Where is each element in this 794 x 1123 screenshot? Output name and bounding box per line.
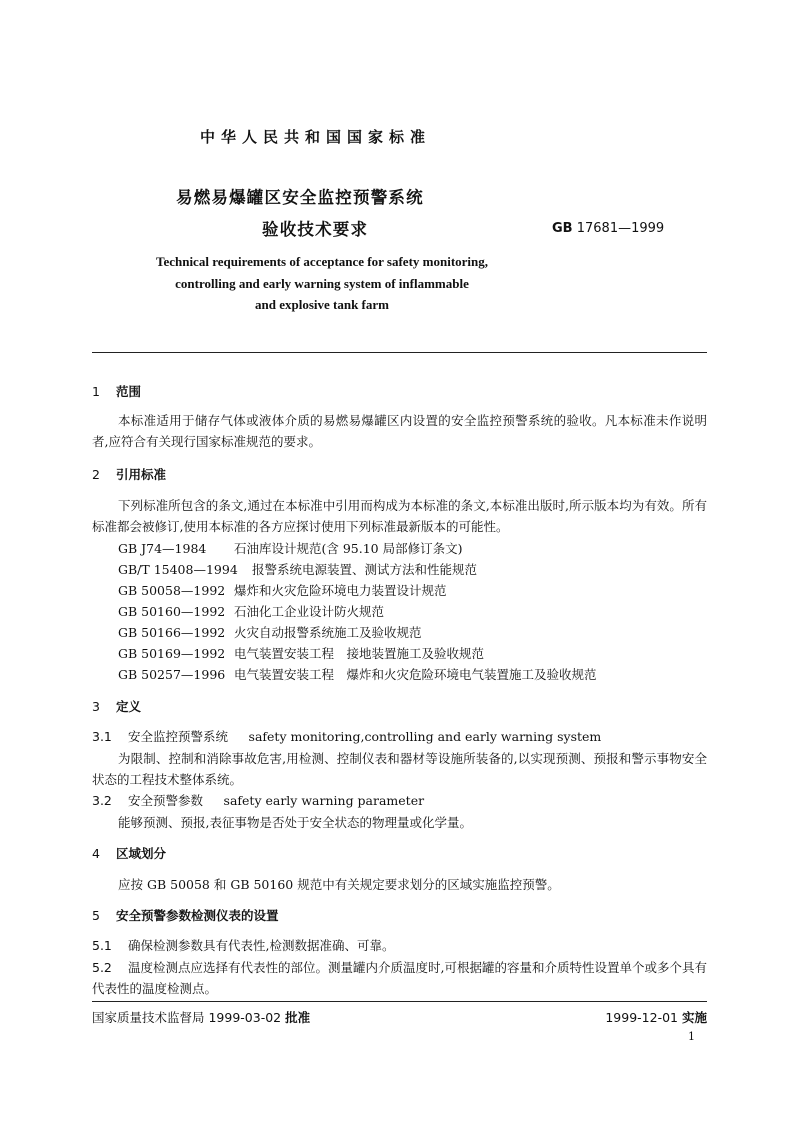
section-title: 引用标准 [116,467,167,482]
ref-row [118,581,447,599]
ref-row [118,665,597,683]
section-1-heading [92,382,141,400]
section-title: 定义 [116,699,142,714]
clause-number: 5.2 [92,960,112,975]
definition-english: safety early warning parameter [223,793,425,808]
ref-title: 报警系统电源装置、测试方法和性能规范 [252,562,478,577]
ref-code: GB 50169—1992 [118,646,226,661]
header-divider [92,352,707,353]
ref-code: GB J74—1984 [118,541,207,556]
ref-row [118,644,484,662]
definition-3-2-heading [92,791,424,809]
implementation-line [605,1008,707,1026]
section-number: 1 [92,384,100,399]
implementation-date: 1999-12-01 [605,1010,678,1025]
clause-number: 3.1 [92,729,112,744]
definition-3-1-heading [92,727,601,745]
clause-number: 5.1 [92,938,112,953]
standard-number [552,221,664,236]
document-title-line2: 验收技术要求 [262,220,369,239]
english-title-line2: controlling and early warning system of inflammable [175,276,469,291]
clause-text: 确保检测参数具有代表性,检测数据准确、可靠。 [128,938,395,953]
section-2-paragraph: 下列标准所包含的条文,通过在本标准中引用而构成为本标准的条文,本标准出版时,所示版本均为有效。所有标准都会被修订,使用本标准的各方应探讨使用下列标准最新版本的可能性。 [92,498,707,534]
standard-number-value: 17681—1999 [576,221,665,236]
implementation-suffix: 实施 [681,1010,707,1025]
clause-5-1 [92,936,394,954]
section-3-heading [92,697,141,715]
section-2-heading [92,465,166,483]
page-number: 1 [688,1030,695,1043]
ref-row [118,560,477,578]
definition-english: safety monitoring,controlling and early warning system [248,729,602,744]
section-4-paragraph: 应按 GB 50058 和 GB 50160 规范中有关规定要求划分的区域实施监控预警。 [118,877,560,892]
definition-term: 安全预警参数 [128,793,204,808]
ref-code: GB 50160—1992 [118,604,226,619]
ref-row [118,539,463,557]
ref-title: 爆炸和火灾危险环境电力装置设计规范 [234,583,447,598]
clause-number: 3.2 [92,793,112,808]
ref-code: GB 50166—1992 [118,625,226,640]
approval-suffix: 批准 [285,1010,311,1025]
definition-3-2-text: 能够预测、预报,表征事物是否处于安全状态的物理量或化学量。 [118,815,472,830]
ref-title: 电气装置安装工程 爆炸和火灾危险环境电气装置施工及验收规范 [234,667,597,682]
ref-title: 石油库设计规范(含 95.10 局部修订条文) [234,541,463,556]
ref-title: 火灾自动报警系统施工及验收规范 [234,625,422,640]
definition-term: 安全监控预警系统 [128,729,229,744]
english-title-line3: and explosive tank farm [255,297,389,312]
approval-line [92,1008,310,1026]
section-number: 2 [92,467,100,482]
ref-row [118,602,384,620]
section-1-paragraph: 本标准适用于储存气体或液体介质的易燃易爆罐区内设置的安全监控预警系统的验收。凡本标准未作说明者,应符合有关现行国家标准规范的要求。 [92,413,707,449]
english-title-line1: Technical requirements of acceptance for safety monitoring, [155,254,489,269]
section-number: 3 [92,699,100,714]
definition-3-1-text: 为限制、控制和消除事故危害,用检测、控制仪表和器材等设施所装备的,以实现预测、预报和警示事物安全状态的工程技术整体系统。 [92,751,707,787]
section-title: 范围 [116,384,142,399]
ref-title: 电气装置安装工程 接地装置施工及验收规范 [234,646,485,661]
clause-text: 温度检测点应选择有代表性的部位。测量罐内介质温度时,可根据罐的容量和介质特性设置单个或多个具有代表性的温度检测点。 [92,960,707,996]
section-number: 4 [92,846,100,861]
footer-divider [92,1001,707,1002]
section-title: 安全预警参数检测仪表的设置 [116,908,279,923]
section-number: 5 [92,908,100,923]
ref-row [118,623,422,641]
ref-code: GB 50058—1992 [118,583,226,598]
ref-code: GB/T 15408—1994 [118,562,238,577]
standard-number-prefix: GB [552,221,573,236]
document-title-line1: 易燃易爆罐区安全监控预警系统 [176,188,424,207]
national-standard-heading: 中华人民共和国国家标准 [200,128,432,146]
section-4-heading [92,844,166,862]
ref-code: GB 50257—1996 [118,667,226,682]
section-title: 区域划分 [116,846,167,861]
section-5-heading [92,906,279,924]
clause-5-2 [92,957,707,999]
ref-title: 石油化工企业设计防火规范 [234,604,385,619]
approval-authority-date: 国家质量技术监督局 1999-03-02 [92,1010,282,1025]
